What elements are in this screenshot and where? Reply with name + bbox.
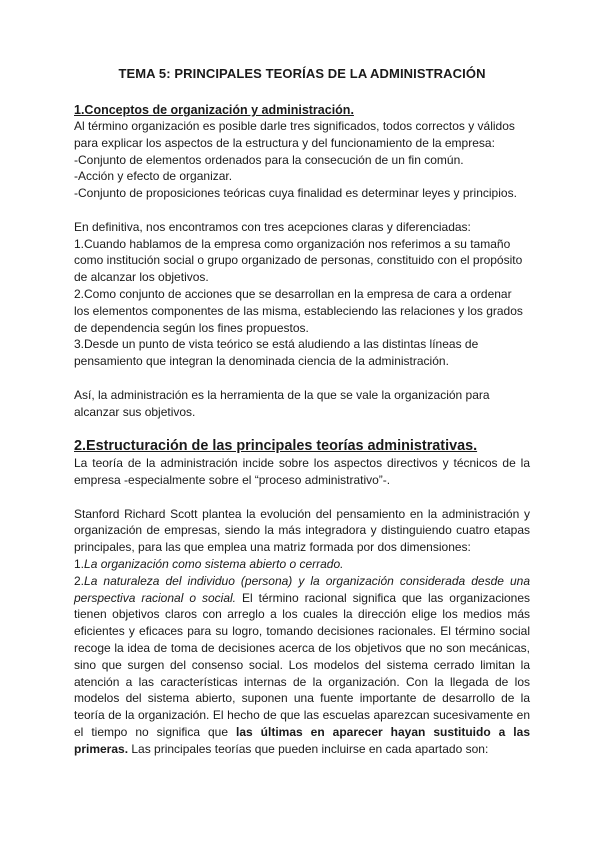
acception-item: 2.Como conjunto de acciones que se desarrollan en la empresa de cara a ordenar los elementos componentes de las misma, estableciendo las relaciones y los grados de dependencia según los fines propuestos. [74, 286, 523, 335]
document-page [74, 66, 530, 757]
scott-paragraph: Stanford Richard Scott plantea la evolución del pensamiento en la administración y organización de empresas, siendo la más integradora y distinguiendo cuatro etapas principales, para las que emplea una matriz formada por dos dimensiones: [74, 506, 530, 555]
section1-conclusion: Así, la administración es la herramienta de la que se vale la organización para alcanzar sus objetivos. [74, 387, 490, 419]
dimension-1-text: La organización como sistema abierto o cerrado. [84, 556, 344, 571]
dimension-2-bold: las últimas en aparecer hayan sustituido a las primeras. [74, 724, 530, 756]
meaning-item: -Acción y efecto de organizar. [74, 169, 233, 184]
paragraph-gap [74, 420, 530, 437]
paragraph-gap [74, 489, 530, 506]
dimension-2-number: 2. [74, 573, 85, 588]
document-title: TEMA 5: PRINCIPALES TEORÍAS DE LA ADMINISTRACIÓN [118, 66, 486, 81]
dimension-2-italic: La naturaleza del individuo (persona) y la organización considerada desde una perspectiva racional o social. [74, 573, 530, 605]
section1-intro: Al término organización es posible darle tres significados, todos correctos y válidos para explicar los aspectos de la estructura y del funcionamiento de la empresa: [74, 119, 515, 150]
dimension-2 [74, 573, 530, 758]
dimension-2-text: El término racional significa que las organizaciones tienen objetivos claros con arreglo a los cuales la dirección elige los medios más eficientes y eficaces para su logro, tomando decisiones racionales. El término social recoge la idea de toma de decisiones acerca de los objetivos que no son mecánicas, sino que surgen del consenso social. Los modelos del sistema cerrado limitan la atención a las características internas de la organización. Con la llegada de los modelos del sistema abierto, suponen una fuente importante de desarrollo de la teoría de la organización. El hecho de que las escuelas aparezcan sucesivamente en el tiempo no significa que [74, 590, 531, 739]
paragraph-gap [74, 370, 530, 387]
meaning-item: -Conjunto de elementos ordenados para la consecución de un fin común. [74, 152, 464, 167]
acception-item: 1.Cuando hablamos de la empresa como organización nos referimos a su tamaño como institución social o grupo organizado de personas, constituido con el propósito de alcanzar los objetivos. [74, 236, 523, 285]
dimension-1-number: 1. [74, 556, 85, 571]
paragraph-gap [74, 202, 530, 219]
dimension-2-end: Las principales teorías que pueden incluirse en cada apartado son: [128, 741, 489, 756]
meaning-item: -Conjunto de proposiciones teóricas cuya finalidad es determinar leyes y principios. [74, 186, 517, 201]
acception-item: 3.Desde un punto de vista teórico se está aludiendo a las distintas líneas de pensamiento que integran la denominada ciencia de la administración. [74, 337, 479, 369]
section1-heading: 1.Conceptos de organización y administración. [74, 103, 354, 117]
section1-summary: En definitiva, nos encontramos con tres acepciones claras y diferenciadas: [74, 219, 471, 234]
section2-heading: 2.Estructuración de las principales teorías administrativas. [74, 438, 478, 455]
dimension-1 [74, 556, 530, 573]
section2-intro: La teoría de la administración incide sobre los aspectos directivos y técnicos de la empresa -especialmente sobre el “proceso administrativo”-. [74, 456, 530, 487]
